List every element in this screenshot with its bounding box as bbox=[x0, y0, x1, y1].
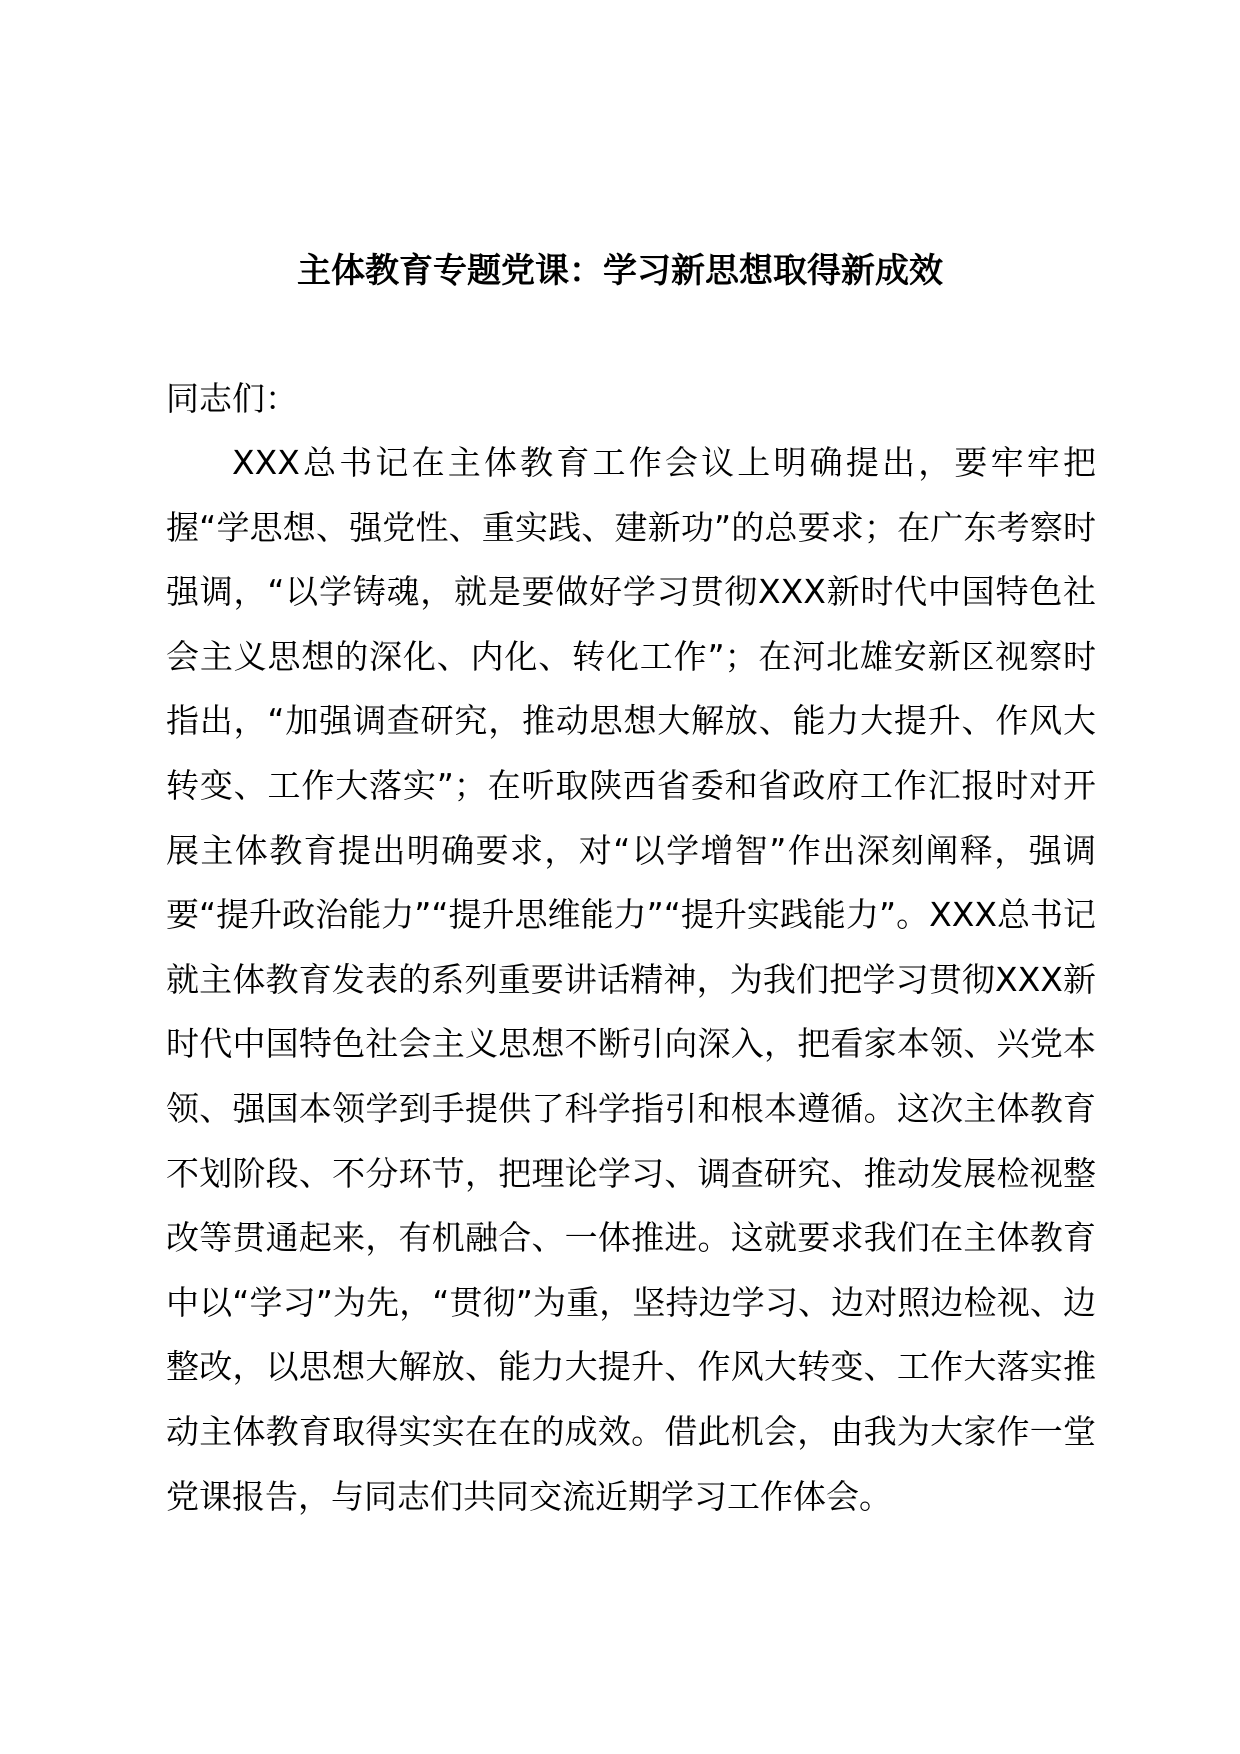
document-title: 主体教育专题党课：学习新思想取得新成效 bbox=[297, 251, 943, 291]
salutation: 同志们： bbox=[166, 379, 298, 418]
body-paragraph: XXX总书记在主体教育工作会议上明确提出，要牢牢把握“学思想、强党性、重实践、建新功”的总要求；在广东考察时强调，“以学铸魂，就是要做好学习贯彻XXX新时代中国特色社会主义思想的深化、内化、转化工作”；在河北雄安新区视察时指出，“加强调查研究，推动思想大解放、能力大提升、作风大转变、工作大落实”；在听取陕西省委和省政府工作汇报时对开展主体教育提出明确要求，对“以学增智”作出深刻阐释，强调要“提升政治能力”“提升思维能力”“提升实践能力”。XXX总书记就主体教育发表的系列重要讲话精神，为我们把学习贯彻XXX新时代中国特色社会主义思想不断引向深入，把看家本领、兴党本领、强国本领学到手提供了科学指引和根本遵循。这次主体教育不划阶段、不分环节，把理论学习、调查研究、推动发展检视整改等贯通起来，有机融合、一体推进。这就要求我们在主体教育中以“学习”为先，“贯彻”为重，坚持边学习、边对照边检视、边整改，以思想大解放、能力大提升、作风大转变、工作大落实推动主体教育取得实实在在的成效。借此机会，由我为大家作一堂党课报告，与同志们共同交流近期学习工作体会。 bbox=[166, 443, 1096, 1516]
